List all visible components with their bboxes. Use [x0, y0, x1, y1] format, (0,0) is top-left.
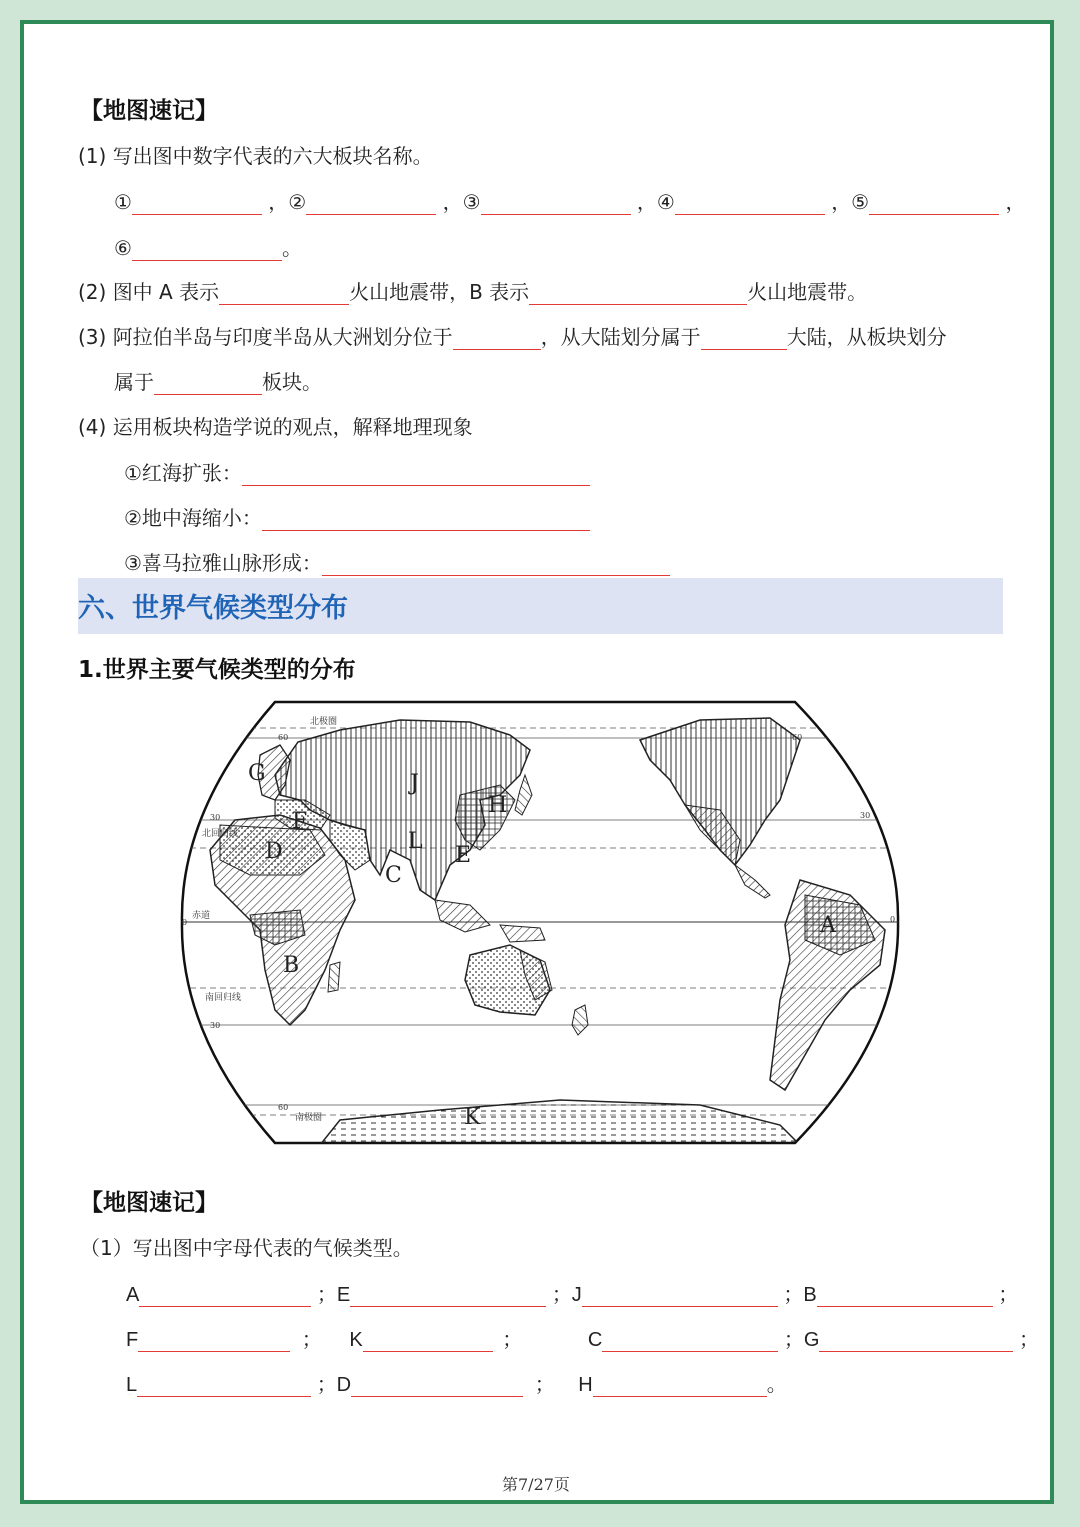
climate-question-1: （1）写出图中字母代表的气候类型。: [80, 1236, 413, 1260]
row2-sep2: ；: [502, 1329, 523, 1351]
label-60n: 60: [278, 733, 289, 742]
letter-k: K: [349, 1329, 363, 1351]
answer-blank-q3-c[interactable]: [154, 374, 262, 395]
letter-l: L: [126, 1374, 138, 1396]
q3-text-1: (3) 阿拉伯半岛与印度半岛从大洲划分位于: [78, 325, 453, 349]
climate-answers-row1: [126, 1278, 1018, 1307]
answer-blank-h[interactable]: [593, 1376, 767, 1397]
q4-item-1-label: ①红海扩张：: [124, 461, 242, 485]
world-map-svg: [180, 700, 900, 1145]
answer-blank-j[interactable]: [582, 1286, 778, 1307]
label-30n: 30: [210, 813, 221, 822]
answer-blank-e[interactable]: [350, 1286, 546, 1307]
q2-text-1: (2) 图中 A 表示: [78, 280, 220, 304]
answer-blank-d[interactable]: [351, 1376, 523, 1397]
question-4-item-3: [124, 547, 670, 576]
world-climate-map: [180, 700, 900, 1145]
marker-2: ，②: [268, 190, 307, 214]
row2-end: ；: [1018, 1329, 1039, 1351]
answer-blank-6[interactable]: [132, 240, 282, 261]
letter-j: ；J: [551, 1284, 582, 1306]
q4-item-3-label: ③喜马拉雅山脉形成：: [124, 551, 322, 575]
answer-blank-4[interactable]: [675, 194, 825, 215]
page-number: 第7/27页: [502, 1475, 570, 1494]
question-4-item-1: [124, 457, 590, 486]
period: 。: [281, 236, 302, 260]
answer-blank-5[interactable]: [869, 194, 999, 215]
label-30s: 30: [210, 1021, 221, 1030]
climate-letter-a: A: [820, 913, 836, 938]
question-2: [78, 276, 867, 305]
q3-text-2: ，从大陆划分属于: [540, 325, 701, 349]
marker-1: ①: [114, 190, 132, 214]
answer-blank-q3-b[interactable]: [701, 329, 787, 350]
answer-blank-b[interactable]: [817, 1286, 993, 1307]
letter-h: H: [578, 1374, 593, 1396]
climate-letter-f: F: [292, 809, 308, 834]
label-equator: 赤道: [192, 911, 211, 921]
question-4: (4) 运用板块构造学说的观点，解释地理现象: [78, 415, 473, 439]
row2-sep1: ；: [301, 1329, 322, 1351]
row3-end: 。: [766, 1374, 787, 1396]
climate-letter-b: B: [283, 953, 300, 978]
answer-blank-2[interactable]: [306, 194, 436, 215]
climate-answers-row3: [126, 1368, 787, 1397]
letter-a: A: [126, 1284, 140, 1306]
marker-4: ，④: [636, 190, 675, 214]
marker-6: ⑥: [114, 236, 132, 260]
label-arctic-circle: 北极圈: [310, 717, 338, 727]
row3-sep2: ；: [534, 1374, 555, 1396]
climate-letter-l: L: [408, 829, 423, 854]
map-quick-notes-header-2: 【地图速记】: [80, 1190, 218, 1216]
map-quick-notes-header: 【地图速记】: [80, 98, 218, 124]
question-3-line2: [114, 366, 322, 395]
answer-blank-f[interactable]: [138, 1331, 290, 1352]
letter-g: ；G: [783, 1329, 820, 1351]
label-tropic-capricorn: 南回归线: [205, 993, 242, 1003]
climate-letter-d: D: [265, 839, 283, 864]
row1-end: ；: [998, 1284, 1019, 1306]
label-0: 0: [182, 918, 188, 927]
answer-blank-g[interactable]: [819, 1331, 1013, 1352]
q2-text-2: 火山地震带，B 表示: [349, 280, 530, 304]
climate-letter-e: E: [455, 843, 472, 868]
letter-b: ；B: [783, 1284, 817, 1306]
subsection-title: 1.世界主要气候类型的分布: [78, 657, 356, 683]
label-60n-right: 60: [792, 733, 803, 742]
answer-blank-k[interactable]: [363, 1331, 493, 1352]
label-30n-right: 30: [860, 811, 871, 820]
climate-letter-j: J: [410, 771, 419, 796]
climate-letter-g: G: [248, 761, 266, 786]
marker-3: ，③: [442, 190, 481, 214]
question-3-line1: [78, 321, 947, 350]
marker-5: ，⑤: [831, 190, 870, 214]
q2-text-3: 火山地震带。: [747, 280, 868, 304]
question-1-blanks-row2: [114, 232, 302, 261]
q3-text-4: 属于: [114, 370, 154, 394]
answer-blank-q4-1[interactable]: [242, 465, 590, 486]
label-0-right: 0: [890, 915, 896, 924]
separator: ，: [1005, 190, 1026, 214]
climate-letter-k: K: [464, 1105, 481, 1130]
q3-text-3: 大陆，从板块划分: [786, 325, 947, 349]
letter-e: ；E: [316, 1284, 351, 1306]
answer-blank-l[interactable]: [137, 1376, 311, 1397]
q3-text-5: 板块。: [262, 370, 322, 394]
answer-blank-q4-2[interactable]: [262, 510, 590, 531]
label-antarctic-circle: 南极圈: [295, 1113, 323, 1123]
question-1-blanks-row1: [114, 186, 1025, 215]
letter-f: F: [126, 1329, 139, 1351]
answer-blank-q3-a[interactable]: [453, 329, 541, 350]
letter-c: C: [587, 1329, 603, 1351]
letter-d: ；D: [316, 1374, 352, 1396]
answer-blank-q2-b[interactable]: [529, 284, 747, 305]
answer-blank-a[interactable]: [139, 1286, 311, 1307]
answer-blank-1[interactable]: [132, 194, 262, 215]
climate-letter-c: C: [385, 863, 402, 888]
answer-blank-q4-3[interactable]: [322, 555, 670, 576]
climate-answers-row2: [126, 1323, 1039, 1352]
question-1: (1) 写出图中数字代表的六大板块名称。: [78, 144, 433, 168]
madagascar: [328, 962, 340, 992]
label-60s: 60: [278, 1103, 289, 1112]
answer-blank-c[interactable]: [602, 1331, 778, 1352]
section-title: 六、世界气候类型分布: [78, 593, 348, 624]
climate-letter-h: H: [488, 793, 508, 818]
q4-item-2-label: ②地中海缩小：: [124, 506, 262, 530]
answer-blank-3[interactable]: [481, 194, 631, 215]
answer-blank-q2-a[interactable]: [219, 284, 349, 305]
label-tropic-cancer: 北回归线: [202, 829, 239, 839]
question-4-item-2: [124, 502, 590, 531]
